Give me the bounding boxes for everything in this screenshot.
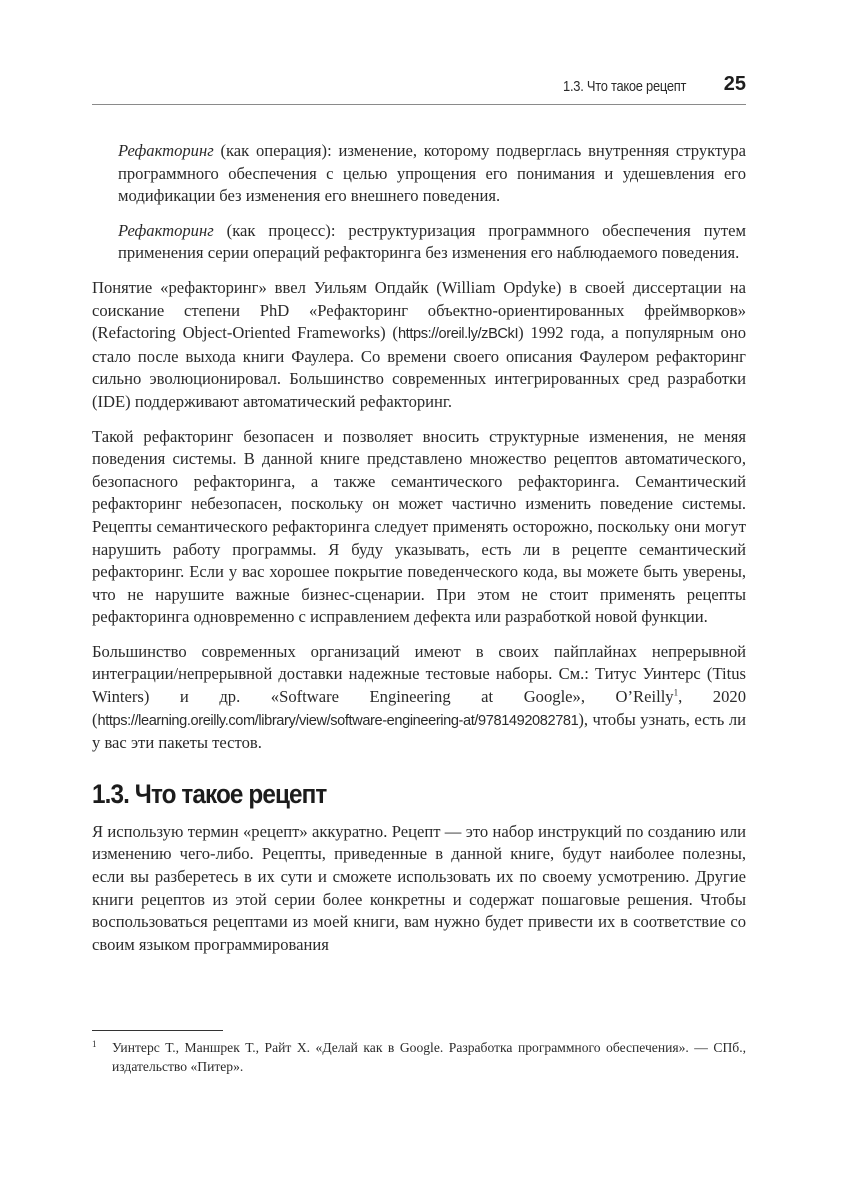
- definition-refactoring-process: [92, 220, 746, 265]
- definition-refactoring-operation: [92, 140, 746, 208]
- footnote-divider: [92, 1030, 223, 1031]
- paragraph-opdyke: [92, 277, 746, 414]
- link-opdyke-thesis[interactable]: https://oreil.ly/zBCkI: [397, 326, 519, 343]
- paragraph-text: Большинство современных организаций имеют в своих пайплайнах непрерывной интеграции/непрерывной доставки надежные тестовые наборы. См.: Титус Уинтерс (Titus Winters) и др. «Software Engineering at Google», O’Reilly: [92, 641, 746, 707]
- link-software-engineering-at-google[interactable]: https://learning.oreilly.com/library/view/software-engineering-at/9781492082781: [97, 712, 579, 729]
- paragraph-safe-refactoring: Такой рефакторинг безопасен и позволяет вносить структурные изменения, не меняя поведения системы. В данной книге представлено множество рецептов автоматического, безопасного рефакторинга, а также семантического рефакторинга. Семантический рефакторинг небезопасен, поскольку он может частично изменить поведение системы. Рецепты семантического рефакторинга следует применять осторожно, поскольку они могут нарушить работу программы. Я буду указывать, есть ли в рецепте семантический рефакторинг. Если у вас хорошее покрытие поведенческого кода, вы можете быть уверены, что не нарушите важные бизнес-сценарии. При этом не стоит применять рецепты рефакторинга одновременно с исправлением дефекта или разработкой новой функции.: [92, 426, 746, 627]
- footnote: [92, 1038, 746, 1076]
- paragraph-recipe: Я использую термин «рецепт» аккуратно. Рецепт — это набор инструкций по созданию или изменению чего-либо. Рецепты, приведенные в данной книге, будут наиболее полезны, если вы разберетесь в их сути и сможете использовать их по своему усмотрению. Другие книги рецептов из этой серии более конкретны и содержат пошаговые решения. Чтобы воспользоваться рецептами из моей книги, вам нужно будет привести их в соответствие со своим языком программирования: [92, 821, 746, 954]
- definition-text: (как операция): изменение, которому подверглась внутренняя структура программного обеспечения с целью упрощения его понимания и удешевления его модификации без изменения его внешнего поведения.: [118, 141, 746, 206]
- running-head-section-title: 1.3. Что такое рецепт: [562, 78, 686, 95]
- footnote-text: Уинтерс Т., Маншрек Т., Райт Х. «Делай как в Google. Разработка программного обеспечения». — СПб., издательство «Питер».: [112, 1040, 746, 1074]
- page-body: [92, 140, 746, 968]
- running-head: [92, 70, 746, 105]
- paragraph-text: , 2020 (: [92, 687, 746, 729]
- definition-term: Рефакторинг: [118, 141, 214, 160]
- footnote-reference[interactable]: 1: [673, 687, 679, 698]
- definition-text: (как процесс): реструктуризация программного обеспечения путем применения серии операций рефакторинга без изменения его наблюдаемого поведения.: [118, 220, 746, 263]
- definition-term: Рефакторинг: [118, 220, 214, 240]
- paragraph-text: Понятие «рефакторинг» ввел Уильям Опдайк (William Opdyke) в своей диссертации на соискание степени PhD «Рефакторинг объектно-ориентированных фреймворков» (Refactoring Object-Oriented Frameworks) (: [92, 277, 746, 343]
- paragraph-text: ), чтобы узнать, есть ли у вас эти пакеты тестов.: [92, 709, 746, 753]
- section-heading: 1.3. Что такое рецепт: [92, 778, 327, 809]
- footnote-mark: 1: [92, 1039, 97, 1049]
- paragraph-ci-cd: [92, 641, 746, 755]
- page-number: 25: [723, 73, 746, 95]
- paragraph-text: ) 1992 года, а популярным оно стало после выхода книги Фаулера. Со времени своего описания Фаулером рефакторинг сильно эволюционировал. Большинство современных интегрированных сред разработки (IDE) поддерживают автоматический рефакторинг.: [92, 323, 746, 411]
